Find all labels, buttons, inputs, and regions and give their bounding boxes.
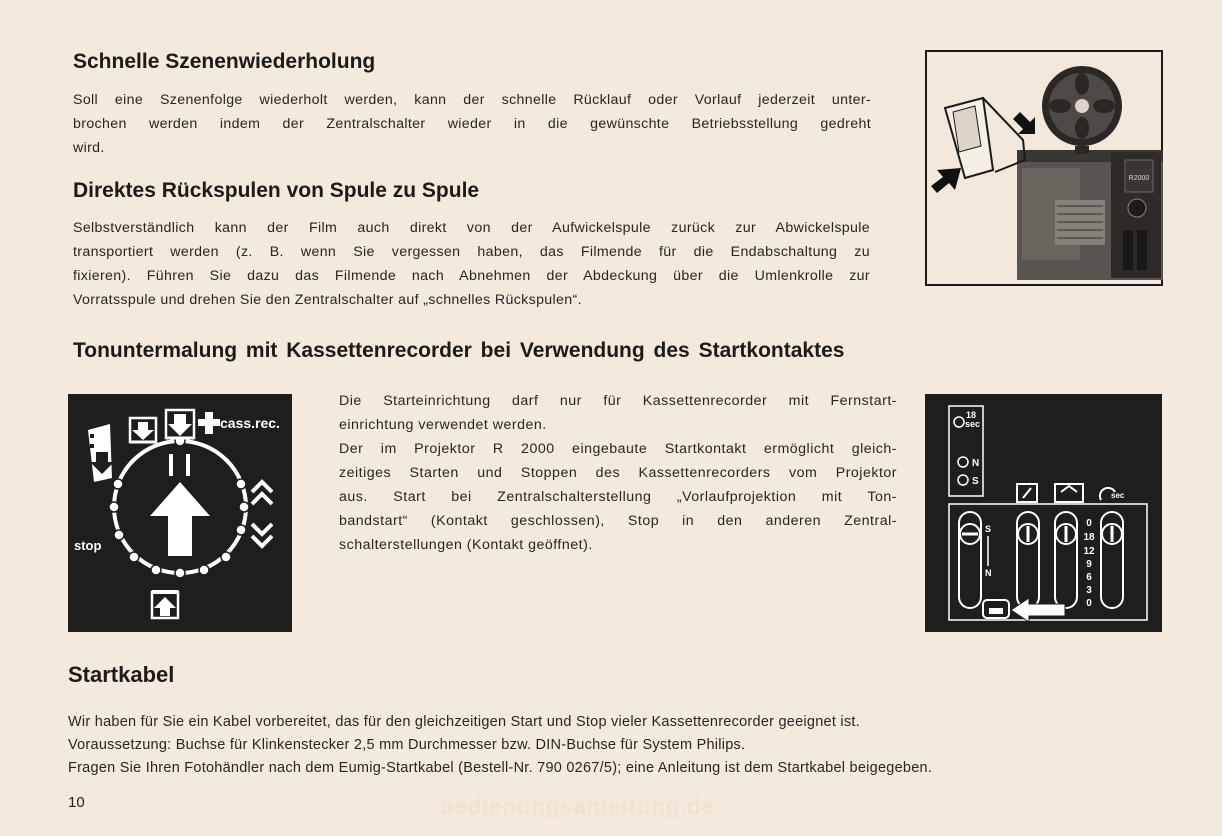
text-line: Soll eine Szenenfolge wiederholt werden, kann der schnelle Rücklauf oder Vorlauf jederzeit unter- — [73, 92, 871, 108]
text-line: Voraussetzung: Buchse für Klinkenstecker 2,5 mm Durchmesser bzw. DIN-Buchse für System Philips. — [68, 737, 746, 753]
sec-label: sec — [965, 419, 981, 429]
text-line: einrichtung verwendet werden. — [339, 417, 547, 433]
slider-n-label: N — [985, 568, 992, 578]
paragraph-rewind — [73, 216, 870, 312]
scale-value: 0 — [1086, 518, 1092, 529]
cass-rec-label: cass.rec. — [220, 415, 280, 431]
text-line: Fragen Sie Ihren Fotohändler nach dem Eumig-Startkabel (Bestell-Nr. 790 0267/5); eine Anleitung ist dem Startkabel beigegeben. — [68, 760, 933, 776]
n-label: N — [972, 458, 980, 469]
s-label: S — [972, 476, 979, 487]
text-line: Die Starteinrichtung darf nur für Kassettenrecorder mit Fernstart- — [339, 393, 897, 409]
text-line: fixieren). Führen Sie dazu das Filmende nach Abnehmen der Abdeckung über die Umlenkrolle zur — [73, 268, 870, 284]
scale-value: 18 — [1083, 532, 1095, 543]
text-line: bandstart“ (Kontakt geschlossen), Stop in den anderen Zentral- — [339, 513, 897, 529]
text-line: Selbstverständlich kann der Film auch direkt von der Aufwickelspule zurück zur Abwickelspule — [73, 220, 870, 236]
text-line: Der im Projektor R 2000 eingebaute Startkontakt ermöglicht gleich- — [339, 441, 897, 457]
scale-value: 9 — [1086, 559, 1092, 570]
text-line: wird. — [73, 140, 105, 156]
scale-value: 6 — [1086, 572, 1092, 583]
text-line: aus. Start bei Zentralschalterstellung „Vorlaufprojektion mit Ton- — [339, 489, 897, 505]
paragraph-cable — [68, 711, 1118, 780]
slider-s-label: S — [985, 524, 992, 534]
projector-illustration — [925, 50, 1163, 286]
projector-model-label: R2000 — [1128, 175, 1150, 182]
stop-label: stop — [74, 538, 102, 553]
text-line: transportiert werden (z. B. wenn Sie vergessen haben, das Filmende für die Endabschaltung zu — [73, 244, 870, 260]
watermark: bedienungsanleitung.de — [440, 794, 716, 819]
projector-body — [1017, 150, 1163, 280]
paragraph-scene-repeat — [73, 88, 871, 160]
text-line: brochen werden indem der Zentralschalter wieder in die gewünschte Betriebsstellung gedreht — [73, 116, 871, 132]
central-switch-dial — [68, 394, 292, 632]
control-panel-illustration — [925, 394, 1162, 632]
page-number: 10 — [68, 794, 85, 811]
sec-18-label: 18 — [966, 410, 977, 420]
scale-value: 3 — [1086, 585, 1092, 596]
sec-timer-label: sec — [1111, 491, 1125, 500]
paragraph-sound — [339, 389, 897, 557]
heading-rewind: Direktes Rückspulen von Spule zu Spule — [73, 179, 480, 202]
scale-value: 0 — [1086, 598, 1092, 609]
heading-scene-repeat: Schnelle Szenenwiederholung — [73, 50, 376, 73]
heading-sound: Tonuntermalung mit Kassettenrecorder bei Verwendung des Startkontaktes — [73, 339, 845, 362]
text-line: schalterstellungen (Kontakt geöffnet). — [339, 537, 593, 553]
heading-cable: Startkabel — [68, 662, 175, 687]
text-line: Vorratsspule und drehen Sie den Zentralschalter auf „schnelles Rückspulen“. — [73, 292, 582, 308]
scale-value: 12 — [1083, 546, 1095, 557]
text-line: zeitiges Starten und Stoppen des Kassettenrecorders vom Projektor — [339, 465, 897, 481]
text-line: Wir haben für Sie ein Kabel vorbereitet, das für den gleichzeitigen Start und Stop vieler Kassettenrecorder geeignet ist. — [68, 714, 860, 730]
